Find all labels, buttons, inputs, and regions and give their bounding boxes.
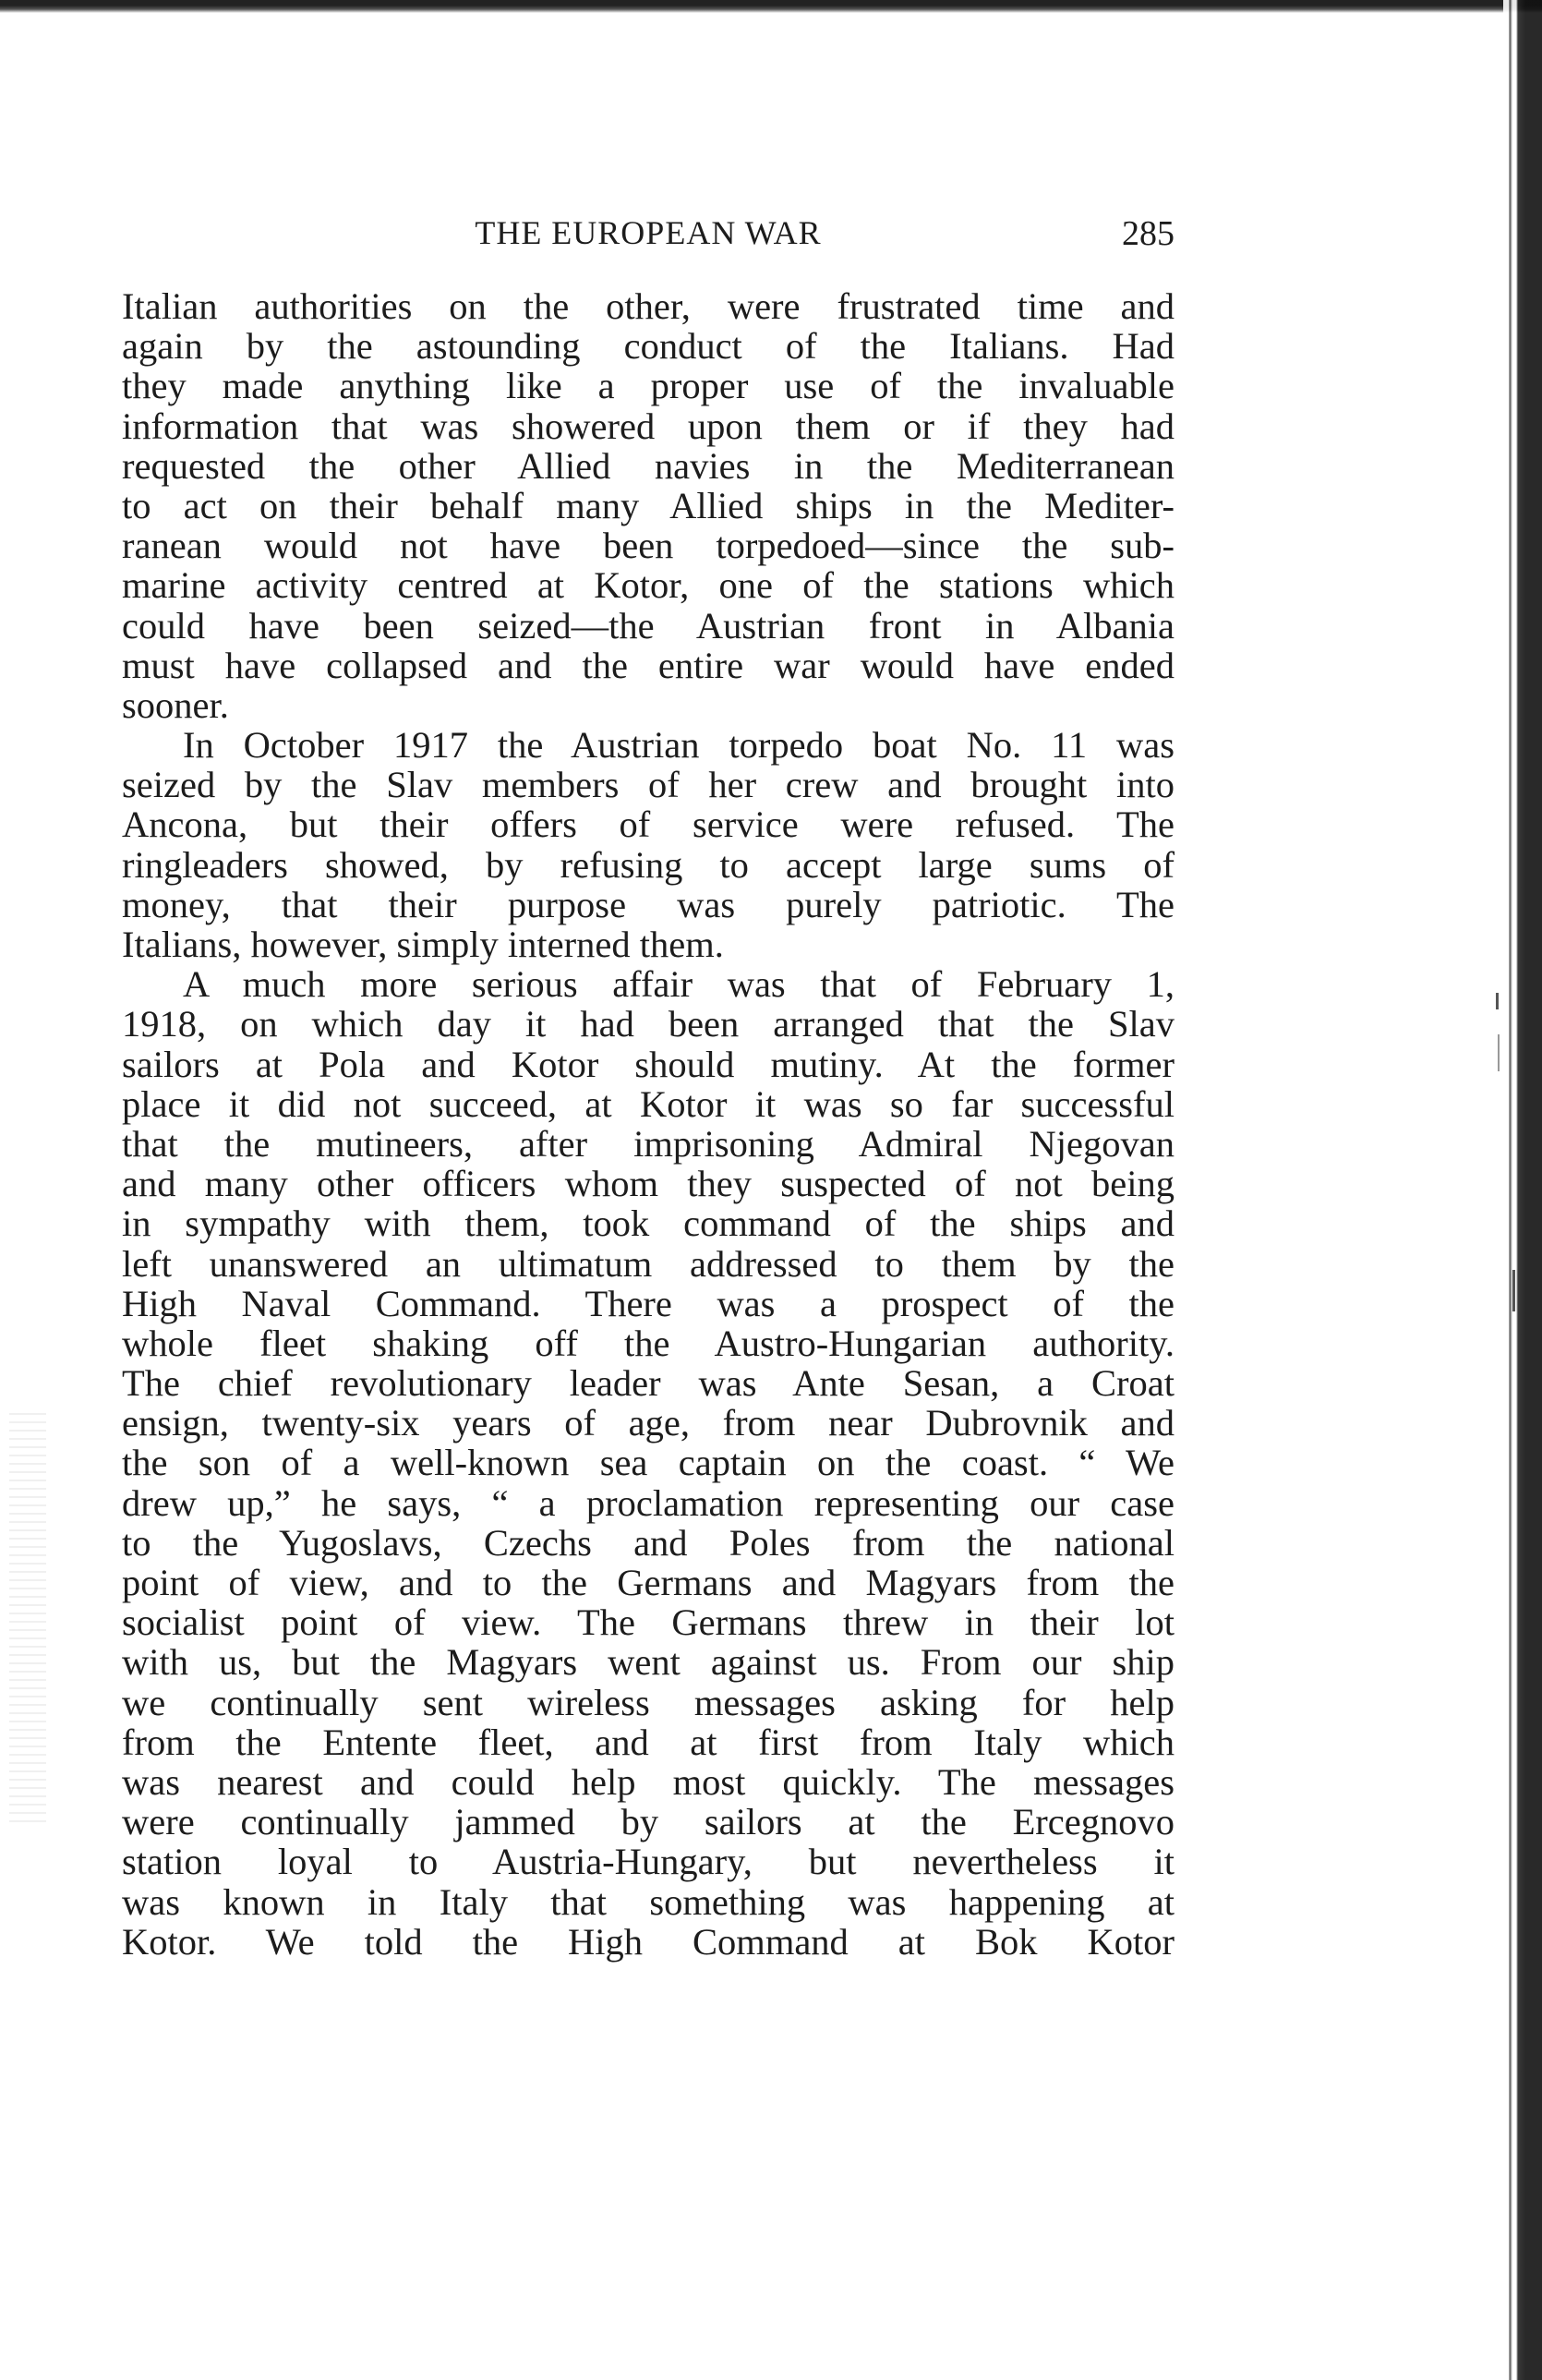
text-line: to act on their behalf many Allied ships in the Mediter- xyxy=(122,484,1175,526)
text-line: with us, but the Magyars went against us. From our ship xyxy=(122,1641,1175,1684)
text-line: Ancona, but their offers of service were refused. The xyxy=(122,803,1175,846)
text-line: requested the other Allied navies in the Mediterranean xyxy=(122,444,1175,487)
margin-mark xyxy=(1512,1270,1515,1311)
text-line: in sympathy with them, took command of the ships and xyxy=(122,1202,1175,1245)
text-line: socialist point of view. The Germans threw in their lot xyxy=(122,1601,1175,1644)
text-line: they made anything like a proper use of the invaluable xyxy=(122,365,1175,407)
text-line: drew up,” he says, “ a proclamation representing our case xyxy=(122,1481,1175,1524)
page-header xyxy=(122,208,1175,263)
text-line: that the mutineers, after imprisoning Admiral Njegovan xyxy=(122,1122,1175,1165)
text-line: ringleaders showed, by refusing to accept large sums of xyxy=(122,843,1175,886)
text-line: was known in Italy that something was happening at xyxy=(122,1880,1175,1923)
text-line: were continually jammed by sailors at the Ercegnovo xyxy=(122,1801,1175,1843)
text-line: marine activity centred at Kotor, one of the stations which xyxy=(122,564,1175,607)
text-line: money, that their purpose was purely patriotic. The xyxy=(122,883,1175,925)
margin-mark xyxy=(1496,993,1499,1009)
text-line: information that was showered upon them or if they had xyxy=(122,405,1175,447)
text-line: and many other officers whom they suspected of not being xyxy=(122,1163,1175,1205)
text-line: sooner. xyxy=(122,683,229,726)
text-line: we continually sent wireless messages asking for help xyxy=(122,1681,1175,1723)
top-scan-rule xyxy=(0,0,1542,13)
text-line: 1918, on which day it had been arranged that the Slav xyxy=(122,1003,1175,1045)
text-line: Italians, however, simply interned them. xyxy=(122,924,724,965)
text-line: station loyal to Austria-Hungary, but nevertheless it xyxy=(122,1841,1175,1883)
text-line: High Naval Command. There was a prospect of the xyxy=(122,1282,1175,1324)
text-line: must have collapsed and the entire war would have ended xyxy=(122,644,1175,686)
text-line: to the Yugoslavs, Czechs and Poles from the national xyxy=(122,1521,1175,1564)
text-line: point of view, and to the Germans and Magyars from the xyxy=(122,1562,1175,1603)
text-line: sailors at Pola and Kotor should mutiny. At the former xyxy=(122,1043,1175,1085)
text-line: place it did not succeed, at Kotor it was so far successful xyxy=(122,1082,1175,1125)
text-line: seized by the Slav members of her crew and brought into xyxy=(122,764,1175,806)
page-number: 285 xyxy=(1122,214,1175,253)
body-text xyxy=(122,286,1175,1962)
text-line: ranean would not have been torpedoed—since the sub- xyxy=(122,525,1175,567)
text-line: whole fleet shaking off the Austro-Hungarian authority. xyxy=(122,1322,1175,1364)
text-line: was nearest and could help most quickly. The messages xyxy=(122,1760,1175,1803)
text-line: from the Entente fleet, and at first from Italy which xyxy=(122,1721,1175,1763)
running-head: THE EUROPEAN WAR xyxy=(475,214,822,251)
text-line: Italian authorities on the other, were frustrated time and xyxy=(122,285,1175,327)
text-line: left unanswered an ultimatum addressed to them by the xyxy=(122,1242,1175,1285)
page-binding-edge xyxy=(1503,0,1542,2380)
text-line: Kotor. We told the High Command at Bok Kotor xyxy=(122,1920,1175,1963)
text-line: ensign, twenty-six years of age, from near Dubrovnik and xyxy=(122,1402,1175,1444)
text-line: could have been seized—the Austrian front in Albania xyxy=(122,604,1175,646)
text-line: A much more serious affair was that of February 1, xyxy=(183,963,1175,1006)
text-line: again by the astounding conduct of the Italians. Had xyxy=(122,325,1175,368)
text-line: the son of a well-known sea captain on the coast. “ We xyxy=(122,1442,1175,1484)
text-line: The chief revolutionary leader was Ante Sesan, a Croat xyxy=(122,1362,1175,1405)
margin-scan-noise xyxy=(9,1413,46,1829)
text-line: In October 1917 the Austrian torpedo boat No. 11 was xyxy=(183,724,1175,767)
margin-mark xyxy=(1498,1034,1500,1071)
